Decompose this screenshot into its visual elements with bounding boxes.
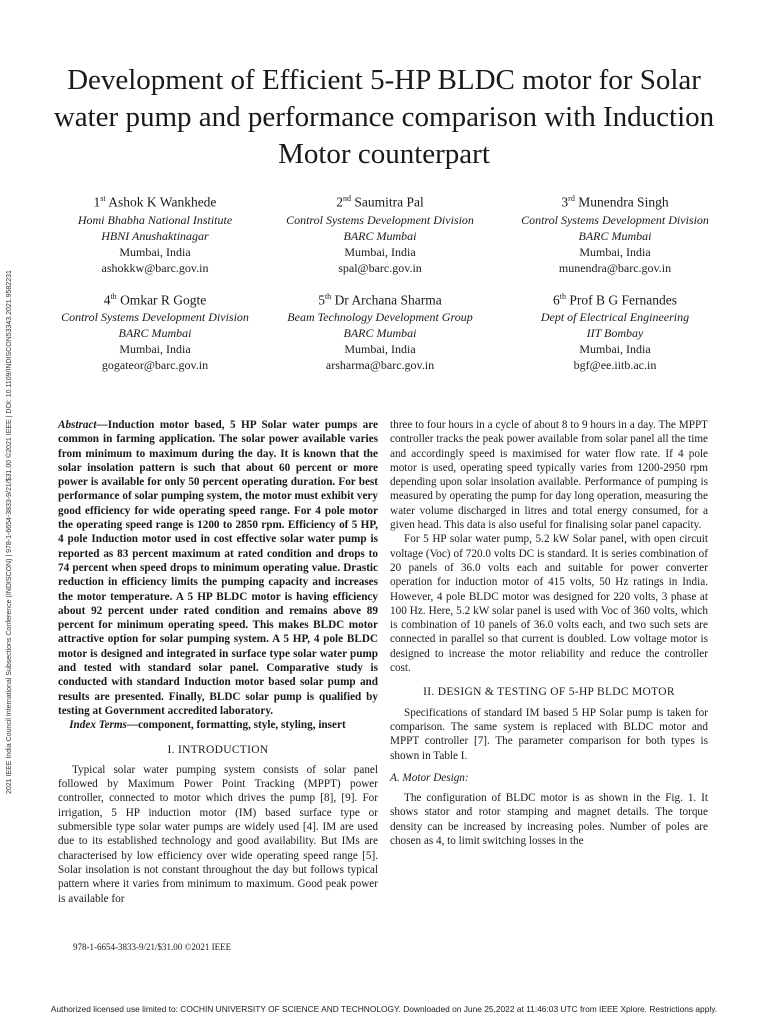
- subsection-heading-motor-design: A. Motor Design:: [390, 771, 469, 784]
- author-5: [270, 288, 490, 374]
- author-ordinal-sup: th: [559, 291, 566, 301]
- author-org: BARC Mumbai: [118, 326, 192, 340]
- author-dept: Control Systems Development Division: [61, 310, 249, 324]
- author-ordinal: 1: [93, 194, 101, 210]
- right-column: [390, 418, 708, 848]
- author-name: Omkar R Gogte: [120, 292, 207, 307]
- body-paragraph: The configuration of BLDC motor is as shown in the Fig. 1. It shows stator and rotor stamping and magnet details. The torque density can be increased by increasing poles. Number of poles are chosen as 4, to limit switching losses in the: [390, 792, 708, 848]
- author-6: [490, 288, 740, 374]
- left-column: [58, 418, 378, 906]
- author-email: spal@barc.gov.in: [338, 260, 422, 275]
- abstract-label: Abstract: [58, 419, 97, 431]
- intro-paragraph: Typical solar water pumping system consists of solar panel followed by Maximum Power Point Tracking (MPPT) power controller, connected to motor which drives the pump [8], [9]. For irrigation, 5 HP induction motor (IM) based surface type or submersible type solar water pumps are widely used [4]. IM are used due to its established technology and good availability. But IMs are characterised by low efficiency over wide operating speed range [5]. Solar insolation is not constant throughout the day but follows typical pattern where it varies from minimum to maximum. Good peak power is available for: [58, 763, 378, 905]
- license-footer: Authorized licensed use limited to: COCHIN UNIVERSITY OF SCIENCE AND TECHNOLOGY. Downloaded on June 25,2022 at 11:46:03 UTC from IEEE Xplore. Restrictions apply.: [50, 1004, 718, 1014]
- author-location: Mumbai, India: [579, 244, 651, 259]
- author-email: bgf@ee.iitb.ac.in: [573, 358, 657, 372]
- author-location: Mumbai, India: [344, 342, 416, 356]
- author-org: BARC Mumbai: [343, 228, 417, 243]
- author-dept: Dept of Electrical Engineering: [540, 310, 690, 324]
- author-3: [490, 190, 740, 276]
- copyright-footnote: 978-1-6654-3833-9/21/$31.00 ©2021 IEEE: [73, 942, 232, 952]
- body-paragraph: For 5 HP solar water pump, 5.2 kW Solar panel, with open circuit voltage (Voc) of 720.0 volts DC is standard. It is series combination of 20 panels of 36.0 volts each and suitable for power converter operation for induction motor of 415 volts, 50 Hz ratings in India. However, 4 pole BLDC motor was designed for 220 volts, 3 phase at 100 Hz. Here, 5.2 kW solar panel is used with Voc of 360 volts, which is combination of 10 panels of 36.0 volts each, and two such sets are connected in parallel so that current is doubled. Low voltage motor is designed to increase the motor reliability and reduce the controller cost.: [390, 533, 708, 675]
- index-terms-text: —component, formatting, style, styling, insert: [126, 719, 346, 732]
- author-name: Saumitra Pal: [354, 194, 424, 210]
- author-ordinal-sup: th: [324, 291, 332, 301]
- author-dept: Control Systems Development Division: [521, 212, 709, 227]
- author-location: Mumbai, India: [119, 244, 191, 259]
- author-name: Prof B G Fernandes: [569, 292, 677, 307]
- author-location: Mumbai, India: [119, 342, 191, 356]
- author-ordinal: 5: [318, 292, 325, 307]
- author-email: ashokkw@barc.gov.in: [101, 260, 209, 275]
- author-email: munendra@barc.gov.in: [558, 260, 672, 275]
- author-dept: Homi Bhabha National Institute: [77, 212, 233, 227]
- author-location: Mumbai, India: [579, 342, 651, 356]
- author-name: Ashok K Wankhede: [108, 194, 217, 210]
- author-ordinal-sup: rd: [568, 194, 575, 203]
- section-heading-introduction: I. INTRODUCTION: [167, 743, 269, 756]
- author-ordinal: 2: [336, 194, 343, 210]
- author-1: [40, 190, 270, 276]
- section-heading-design: II. DESIGN & TESTING OF 5-HP BLDC MOTOR: [423, 686, 675, 699]
- body-paragraph: three to four hours in a cycle of about 8 to 9 hours in a day. The MPPT controller tracks the peak power available from solar panel all the time and accordingly speed is maximised for water flow rate. If 4 pole motor is used, operating speed typically varies from 1200-2950 rpm depending upon solar insolation available. Performance of pumping is measured by operating the pump for day long operation, measuring the water volume discharged in litres and total energy consumed, for a given head. This data is also useful for finalising solar panel capacity.: [390, 419, 708, 532]
- paper-title: Development of Efficient 5-HP BLDC motor for Solar water pump and performance comparison with Induction Motor counterpart: [53, 64, 715, 170]
- author-dept: Control Systems Development Division: [286, 212, 474, 227]
- author-ordinal: 6: [553, 292, 560, 307]
- author-org: BARC Mumbai: [343, 326, 417, 340]
- index-terms: [58, 718, 378, 732]
- author-name: Munendra Singh: [578, 194, 669, 210]
- author-2: [270, 190, 490, 276]
- author-ordinal-sup: th: [110, 291, 117, 301]
- author-name: Dr Archana Sharma: [334, 292, 442, 307]
- abstract-text: —Induction motor based, 5 HP Solar water pumps are common in farming application. The solar power available varies from minimum to maximum during the day. It is known that the solar insolation pattern is such that about 60 percent or more power is available for only 50 percent operating duration. For best performance of solar pumping system, the motor must exhibit very good efficiency for wide operating speed range. For 4 pole motor the operating speed range is 1200 to 2850 rpm. Efficiency of 5 HP, 4 pole Induction motor used in cost effective solar water pump is reported as 83 percent maximum at rated condition and drops to 74 percent when speed drops to minimum operating value. Drastic reduction in efficiency limits the pumping capacity and increases the motor temperature. A 5 HP BLDC motor is having efficiency about 92 percent under rated condition and remains above 89 percent for minimum operating speed. This makes BLDC motor attractive option for solar pumping system. A 5 HP, 4 pole BLDC motor is designed and integrated in surface type solar water pump and tested with standard solar panel. Comparative study is conducted with standard Induction motor based solar pump and results are presented. Finally, BLDC solar pump is qualified by testing at Government accredited laboratory.: [58, 419, 378, 717]
- author-4: [40, 288, 270, 374]
- doi-side-note: 2021 IEEE India Council International Subsections Conference (INDISCON) | 978-1-6654-3833-9/21/$31.00 ©2021 IEEE | DOI: 10.1109/INDISCON53343.2021.9582231: [6, 270, 13, 794]
- author-block: [40, 190, 740, 373]
- author-location: Mumbai, India: [344, 244, 416, 259]
- author-ordinal: 3: [561, 194, 569, 210]
- author-email: arsharma@barc.gov.in: [325, 358, 435, 372]
- author-org: IIT Bombay: [586, 326, 644, 340]
- author-org: BARC Mumbai: [578, 228, 652, 243]
- index-terms-label: Index Terms: [69, 719, 127, 732]
- abstract: [58, 418, 378, 718]
- author-org: HBNI Anushaktinagar: [101, 228, 209, 243]
- author-dept: Beam Technology Development Group: [287, 310, 473, 324]
- body-paragraph: Specifications of standard IM based 5 HP Solar pump is taken for comparison. The same system is replaced with BLDC motor and MPPT controller [7]. The parameter comparison for both types is shown in Table I.: [390, 706, 708, 762]
- author-ordinal-sup: st: [100, 194, 106, 203]
- author-email: gogateor@barc.gov.in: [101, 358, 209, 372]
- author-ordinal-sup: nd: [343, 194, 351, 203]
- author-ordinal: 4: [103, 292, 111, 307]
